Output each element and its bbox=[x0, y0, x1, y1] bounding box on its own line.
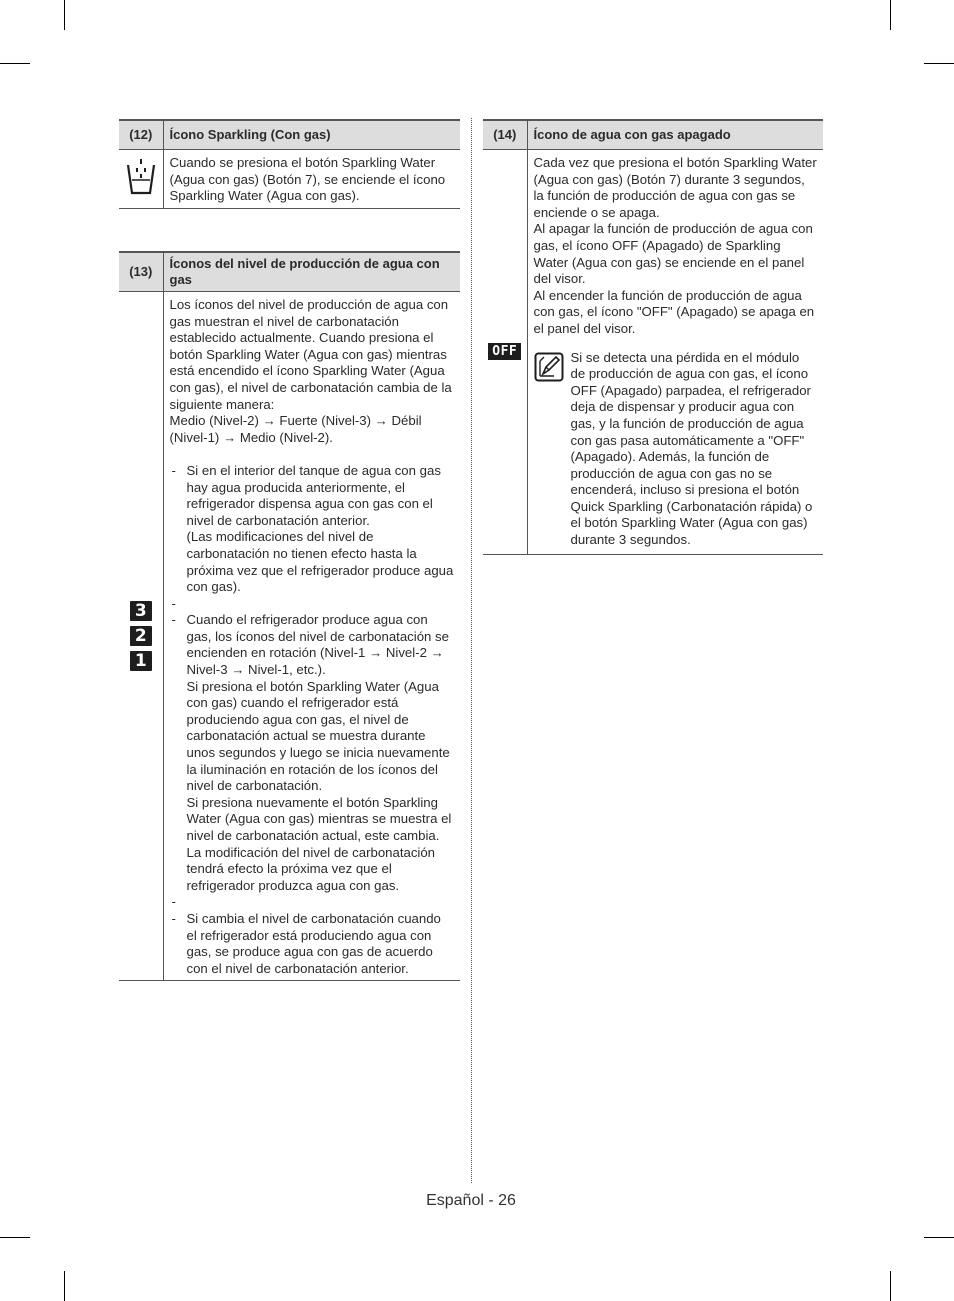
crop-mark bbox=[64, 1271, 65, 1301]
icon-cell bbox=[119, 292, 163, 981]
paragraph: Al encender la función de producción de agua con gas, el ícono "OFF" (Apagado) se apaga en el panel del visor. bbox=[533, 287, 815, 336]
crop-mark bbox=[890, 1271, 891, 1301]
sparkling-cup-icon bbox=[126, 184, 156, 199]
section-number: (12) bbox=[119, 120, 163, 150]
crop-mark bbox=[924, 1237, 954, 1238]
level-sequence: Medio (Nivel-2) → Fuerte (Nivel-3) → Débil (Nivel-1) → Medio (Nivel-2). bbox=[169, 413, 422, 445]
icon-cell bbox=[483, 150, 527, 555]
crop-mark bbox=[924, 63, 954, 64]
crop-mark bbox=[0, 1237, 30, 1238]
section-description: Cuando se presiona el botón Sparkling Water (Agua con gas) (Botón 7), se enciende el ícono Sparkling Water (Agua con gas). bbox=[163, 150, 460, 209]
page-number: Español - 26 bbox=[426, 1192, 516, 1209]
note-pencil-icon bbox=[534, 350, 568, 549]
crop-mark bbox=[0, 63, 30, 64]
section-description bbox=[527, 150, 823, 555]
list-item: - Cuando el refrigerador produce agua con gas, los íconos del nivel de carbonatación se encienden en rotación (Nivel-1 → Nivel-2 → Nivel-3 → Nivel-1, etc.). Si presiona el botón Sparkling Water (Agua con gas) cuando el refrigerador está produciendo agua con gas, el nivel de carbonatación actual se muestra durante unos segundos y luego se inicia nuevamente la iluminación en rotación de los íconos del nivel de carbonatación. Si presiona nuevamente el botón Sparkling Water (Agua con gas) mientras se muestra el nivel de carbonatación actual, este cambia. La modificación del nivel de carbonatación tendrá efecto la próxima vez que el refrigerador produzca agua con gas. bbox=[170, 612, 455, 894]
section-number: (13) bbox=[119, 252, 163, 292]
note-block bbox=[534, 350, 818, 549]
section-title: Ícono de agua con gas apagado bbox=[527, 120, 823, 150]
list-item: - Si en el interior del tanque de agua con gas hay agua producida anteriormente, el refrigerador dispensa agua con gas con el nivel de carbonatación anterior. (Las modificaciones del nivel de carbonatación no tienen efecto hasta la próxima vez que el refrigerador produce agua con gas). bbox=[170, 463, 455, 596]
icon-cell bbox=[119, 150, 163, 209]
note-text: Si se detecta una pérdida en el módulo de producción de agua con gas, el ícono OFF (Apagado) parpadea, el refrigerador deja de dispensar y producir agua con gas, y la función de producción de agua con gas pasa automáticamente a "OFF" (Apagado). Además, la función de producción de agua con gas no se encenderá, incluso si presiona el botón Quick Sparkling (Carbonatación rápida) o el botón Sparkling Water (Agua con gas) durante 3 segundos. bbox=[570, 349, 813, 548]
column-divider bbox=[471, 118, 472, 1183]
intro-paragraph: Los íconos del nivel de producción de agua con gas muestran el nivel de carbonatación establecido actualmente. Cuando presiona el botón Sparkling Water (Agua con gas) mientras está encendido el ícono Sparkling Water (Agua con gas), el nivel de carbonatación cambia de la siguiente manera: bbox=[169, 297, 452, 412]
bullet-list bbox=[170, 463, 455, 977]
off-icon: OFF bbox=[488, 343, 521, 360]
table-section-14 bbox=[483, 119, 823, 555]
section-number: (14) bbox=[483, 120, 527, 150]
table-section-13 bbox=[119, 251, 460, 981]
level-2-icon: 2 bbox=[130, 626, 152, 646]
section-title: Ícono Sparkling (Con gas) bbox=[163, 120, 460, 150]
paragraph: Cada vez que presiona el botón Sparkling Water (Agua con gas) (Botón 7) durante 3 segundos, la función de producción de agua con gas se enciende o se apaga. bbox=[533, 155, 817, 220]
list-item: - Si cambia el nivel de carbonatación cuando el refrigerador está produciendo agua con gas, se produce agua con gas de acuerdo con el nivel de carbonatación anterior. bbox=[170, 911, 455, 977]
crop-mark bbox=[64, 0, 65, 30]
section-title: Íconos del nivel de producción de agua con gas bbox=[163, 252, 460, 292]
crop-mark bbox=[890, 0, 891, 30]
table-section-12 bbox=[119, 119, 460, 209]
level-1-icon: 1 bbox=[130, 651, 152, 671]
level-3-icon: 3 bbox=[130, 601, 152, 621]
section-description bbox=[163, 292, 460, 981]
paragraph: Al apagar la función de producción de agua con gas, el ícono OFF (Apagado) de Sparkling Water (Agua con gas) se enciende en el panel del visor. bbox=[533, 221, 813, 287]
page-footer bbox=[0, 1191, 954, 1211]
